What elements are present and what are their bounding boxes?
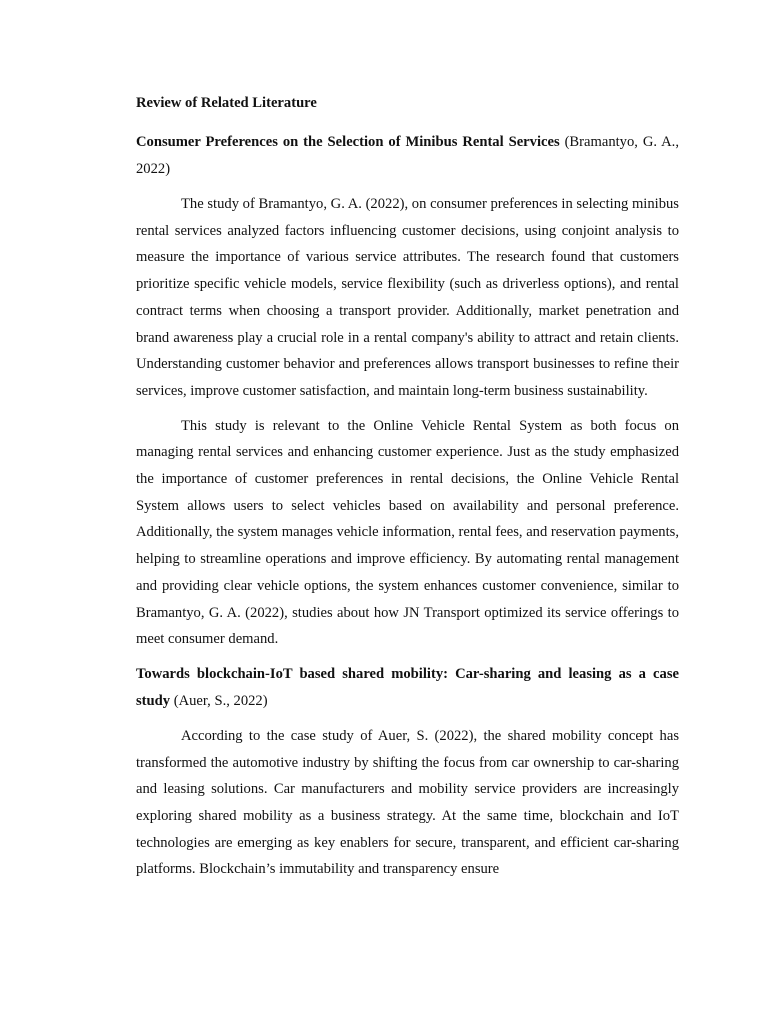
document-content [136,90,679,891]
section-title: Consumer Preferences on the Selection of Minibus Rental Services [136,134,560,150]
paragraph: The study of Bramantyo, G. A. (2022), on consumer preferences in selecting minibus rental services analyzed factors influencing customer decisions, using conjoint analysis to measure the importance of various service attributes. The research found that customers prioritize specific vehicle models, service flexibility (such as driverless options), and rental contract terms when choosing a transport provider. Additionally, market penetration and brand awareness play a crucial role in a rental company's ability to attract and retain clients. Understanding customer behavior and preferences allows transport businesses to refine their services, improve customer satisfaction, and maintain long-term business sustainability. [136,196,679,399]
section-heading [136,661,679,715]
section-citation: (Auer, S., 2022) [170,692,268,709]
paragraph: This study is relevant to the Online Vehicle Rental System as both focus on managing rental services and enhancing customer experience. Just as the study emphasized the importance of customer preferences in rental decisions, the Online Vehicle Rental System allows users to select vehicles based on availability and personal preference. Additionally, the system manages vehicle information, rental fees, and reservation payments, helping to streamline operations and improve efficiency. By automating rental management and providing clear vehicle options, the system enhances customer convenience, similar to Bramantyo, G. A. (2022), studies about how JN Transport optimized its service offerings to meet consumer demand. [136,417,679,648]
section-title: Towards blockchain-IoT based shared mobility: Car-sharing and leasing as a case study [136,665,679,709]
section-heading [136,129,679,183]
paragraph: According to the case study of Auer, S. (2022), the shared mobility concept has transformed the automotive industry by shifting the focus from car ownership to car-sharing and leasing solutions. Car manufacturers and mobility service providers are increasingly exploring shared mobility as a business strategy. At the same time, blockchain and IoT technologies are emerging as key enablers for secure, transparent, and efficient car-sharing platforms. Blockchain’s immutability and transparency ensure [136,727,679,878]
section-citation: (Bramantyo, G. A., 2022) [136,134,679,177]
document-title: Review of Related Literature [136,95,317,111]
